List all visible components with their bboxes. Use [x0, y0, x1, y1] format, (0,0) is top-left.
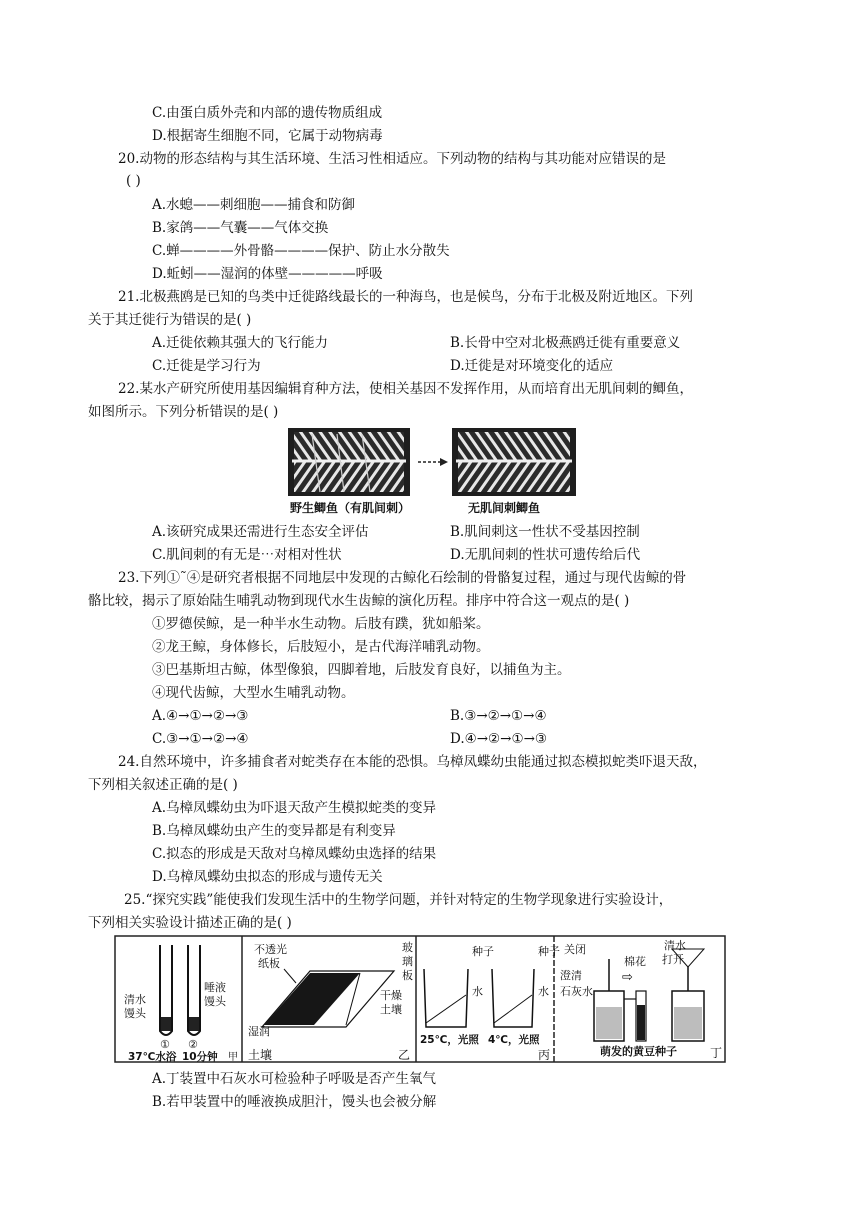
q21-option-c: C.迁徙是学习行为 [152, 358, 261, 374]
q25-option-b: B.若甲装置中的唾液换成胆汁，馒头也会被分解 [152, 1094, 437, 1110]
label-seed-1: 种子 [472, 945, 494, 958]
label-limewater: 石灰水 [560, 985, 593, 998]
q20-option-d: D.蚯蚓——湿润的体壁—————呼吸 [152, 266, 383, 282]
q24-option-b: B.乌樟凤蝶幼虫产生的变异都是有利变异 [152, 823, 396, 839]
label-closed: 关闭 [564, 943, 586, 956]
q20-option-c: C.蝉————外骨骼————保护、防止水分散失 [152, 243, 450, 259]
q23-item-3: ③巴基斯坦古鲸，体型像狼，四脚着地，后肢发育良好，以捕鱼为主。 [152, 662, 571, 678]
label-opaque: 不透光 [254, 943, 287, 956]
arrow-transfer-icon: ⇨ [622, 970, 633, 985]
q24-stem-line1: 24.自然环境中，许多捕食者对蛇类存在本能的恐惧。乌樟凤蝶幼虫能通过拟态模拟蛇类吓退天敌， [118, 754, 707, 770]
q23-option-c: C.③→①→②→④ [152, 731, 249, 747]
label-water-2: 水 [538, 985, 549, 998]
fig-label-boneless-fish: 无肌间刺鲫鱼 [468, 501, 541, 515]
q25-stem-line2: 下列相关实验设计描述正确的是( ) [88, 915, 292, 931]
q23-item-1: ①罗德侯鲸，是一种半水生动物。后肢有蹼，犹如船桨。 [152, 616, 490, 632]
label-mantou-1: 馒头 [124, 1007, 146, 1020]
q23-item-2: ②龙王鲸，身体修长，后肢短小，是古代海洋哺乳动物。 [152, 639, 490, 655]
arrow-right-icon [418, 458, 448, 466]
q24-option-a: A.乌樟凤蝶幼虫为吓退天敌产生模拟蛇类的变异 [152, 800, 437, 816]
q24-option-d: D.乌樟凤蝶幼虫拟态的形成与遗传无关 [152, 869, 383, 885]
boneless-fish-bone-photo [452, 428, 576, 496]
q22-option-b: B.肌间刺这一性状不受基因控制 [450, 524, 640, 540]
label-25c-light: 25℃，光照 [420, 1034, 479, 1046]
label-bing: 丙 [538, 1048, 551, 1062]
q22-option-d: D.无肌间刺的性状可遗传给后代 [450, 547, 641, 563]
q25-stem-line1: 25.“探究实践”能使我们发现生活中的生物学问题，并针对特定的生物学现象进行实验设计， [124, 892, 673, 908]
experiment-figure [114, 935, 726, 1063]
label-open: 打开 [662, 953, 684, 966]
q20-stem: 20.动物的形态结构与其生活环境、生活习性相适应。下列动物的结构与其功能对应错误的是 [118, 151, 666, 167]
label-clear: 澄清 [560, 969, 582, 982]
label-dry: 干燥 [380, 989, 402, 1002]
label-yi: 乙 [398, 1048, 411, 1062]
label-wet: 湿润 [248, 1025, 270, 1038]
label-mantou-2: 馒头 [204, 995, 226, 1008]
q20-answer-blank: ( ) [126, 173, 141, 189]
wild-fish-bone-photo [288, 428, 410, 496]
q20-option-a: A.水螅——刺细胞——捕食和防御 [152, 197, 356, 213]
label-glass-3: 板 [402, 969, 413, 982]
q21-option-d: D.迁徙是对环境变化的适应 [450, 358, 614, 374]
q22-stem-line2: 如图所示。下列分析错误的是( ) [88, 404, 279, 420]
label-10-minutes: 10分钟 [182, 1051, 218, 1063]
q22-option-c: C.肌间刺的有无是⋯对相对性状 [152, 547, 342, 563]
label-tube-2: ② [188, 1038, 198, 1051]
label-germinating-seeds: 萌发的黄豆种子 [600, 1045, 677, 1058]
label-4c-light: 4℃，光照 [488, 1034, 540, 1046]
label-clean-water: 清水 [664, 939, 686, 952]
fig-label-wild-fish: 野生鲫鱼（有肌间刺） [290, 501, 411, 515]
label-glass-2: 璃 [402, 955, 413, 968]
label-cotton: 棉花 [624, 955, 646, 968]
q23-item-4: ④现代齿鲸，大型水生哺乳动物。 [152, 685, 355, 701]
q21-stem-line2: 关于其迁徙行为错误的是( ) [88, 312, 252, 328]
q21-option-b: B.长骨中空对北极燕鸥迁徙有重要意义 [450, 335, 681, 351]
q19-option-d: D.根据寄生细胞不同，它属于动物病毒 [152, 128, 383, 144]
label-water-bath: 37℃水浴 [128, 1051, 177, 1063]
label-dry-soil: 土壤 [380, 1003, 402, 1016]
q21-stem-line1: 21.北极燕鸥是已知的鸟类中迁徙路线最长的一种海鸟，也是候鸟，分布于北极及附近地区。下列 [118, 289, 693, 305]
label-board: 纸板 [258, 957, 280, 970]
label-water-1: 水 [472, 985, 483, 998]
label-water: 清水 [124, 993, 146, 1006]
q23-option-a: A.④→①→②→③ [152, 708, 249, 724]
q24-option-c: C.拟态的形成是天敌对乌樟凤蝶幼虫选择的结果 [152, 846, 437, 862]
q24-stem-line2: 下列相关叙述正确的是( ) [88, 777, 238, 793]
q23-option-d: D.④→②→①→③ [450, 731, 547, 747]
label-saliva: 唾液 [204, 981, 226, 994]
q23-stem-line2: 骼比较，揭示了原始陆生哺乳动物到现代水生齿鲸的演化历程。排序中符合这一观点的是( ) [88, 593, 630, 609]
q23-stem-line1: 23.下列①˜④是研究者根据不同地层中发现的古鲸化石绘制的骨骼复过程，通过与现代齿鲸的骨 [118, 570, 687, 586]
q19-option-c: C.由蛋白质外壳和内部的遗传物质组成 [152, 105, 383, 121]
label-jia: 甲 [228, 1052, 238, 1063]
fish-bone-figure [282, 422, 582, 518]
label-glass-1: 玻 [402, 941, 413, 954]
q21-option-a: A.迁徙依赖其强大的飞行能力 [152, 335, 329, 351]
label-tube-1: ① [160, 1038, 170, 1051]
q20-option-b: B.家鸽——气囊——气体交换 [152, 220, 329, 236]
q22-option-a: A.该研究成果还需进行生态安全评估 [152, 524, 369, 540]
label-soil: 土壤 [248, 1048, 273, 1062]
q22-stem-line1: 22.某水产研究所使用基因编辑育种方法，使相关基因不发挥作用，从而培育出无肌间刺的鲫鱼， [118, 381, 693, 397]
label-seed-2: 种子 [538, 945, 560, 958]
q25-option-a: A.丁装置中石灰水可检验种子呼吸是否产生氧气 [152, 1071, 437, 1087]
label-ding: 丁 [710, 1046, 723, 1060]
q23-option-b: B.③→②→①→④ [450, 708, 547, 724]
